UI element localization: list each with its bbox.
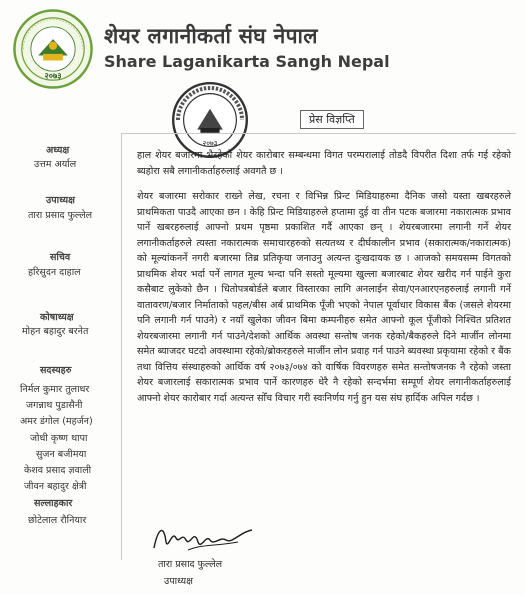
member-name: अमर डंगोल (महर्जन) bbox=[20, 416, 93, 427]
organization-logo bbox=[12, 8, 94, 90]
treasurer-name: मोहन बहादुर बरनेत bbox=[22, 326, 89, 337]
body-paragraph-main: शेयर बजारमा सरोकार राख्ने लेख, रचना र विभिन्न प्रिन्ट मिडियाहरुमा दैनिक जसो यस्ता खबरहरुले प्राथमिकता पाउदै आएका छन । केहि प्रिन्ट मिडियाहरुले हप्तामा दुई वा तीन पटक बजारमा नकारात्मक प्रभाव पार्ने खबरहरुलाई आफ्नो प्रथम पृष्ठमा प्रकाशित गर्दै आएका छन् । शेयरबजारमा लगानी गर्ने शेयर लगानीकर्ताहरुले त्यस्ता नकारात्मक समाचारहरुको सत्यतथ्य र दीर्घकालीन प्रभाव (सकारात्मक/नकारात्मक) को मूल्यांकनर्ने नगरी बजारमा तिब्र प्रतिकृया जनाउनु अत्यन्त दुःखदायक छ । आजको समयसम्म विगतको प्राथमिक शेयर भर्दा पर्ने लागत मूल्य भन्दा पनि सस्तो मूल्यमा खुल्ला बजारबाट शेयर खरीद गर्न पाईने कुरा कसैबाट लुकेको छैन । धितोपत्रबोर्डले बजार विस्तारका लागि अनलाईन सेवा/एनआरएनहरुलाई लगानी गर्ने वातावरण/बजार निर्माताको पहल/बीस अर्ब प्राथमिक पूँजी भएको नेपाल पूर्वाधार विकास बैंक (जसले शेयरमा पनि लगानी गर्न पाउने) र नयाँ खुलेका जीवन बिमा कम्पनीहरु समेत आफ्नो कूल पूँजीको निश्चित प्रतिशत शेयरबजारमा लगानी गर्न पाउने/देशको आर्थिक अवस्था सन्तोष जनक रहेको/बैकहरुले दिने मार्जीन लोनमा समेत ब्याजदर घटदो अवस्थामा रहेको/ब्रोकरहरुले मार्जीन लोन प्रवाह गर्न पाउने ब्यवस्था प्रकृयामा रहेको र बैंक तथा वित्तिय संस्थाहरुको आर्थिक वर्ष २०७३/०७४ को वार्षिक विवरणहरु समेत सन्तोषजनक नै रहेको जस्ता शेयर बजारलाई सकारात्मक प्रभाव पार्ने कारणहरु धेरै नै रहेको सन्दर्भमा सम्पूर्ण शेयर लगानीकर्ताहरुलाई आफ्नो शेयर कारोबार गर्दा अत्यन्त सोँच विचार गरी स्वःनिर्णय गर्नु हुन यस संघ हार्दिक अपिल गर्दछ । bbox=[137, 191, 511, 404]
header-divider bbox=[121, 133, 516, 134]
advisor-name: छोटेलाल रौनियार bbox=[28, 515, 87, 526]
member-name: केशव प्रसाद ज्ञवाली bbox=[24, 465, 92, 476]
press-release-title: प्रेस विज्ञप्ति bbox=[300, 110, 364, 129]
secretary-name: हरिसुदन दाहाल bbox=[28, 267, 81, 278]
vice-president-role: उपाध्यक्ष bbox=[46, 195, 75, 206]
organization-name-nepali: शेयर लगानीकर्ता संघ नेपाल bbox=[104, 24, 318, 48]
member-name: जगन्नाथ पुडासैनी bbox=[26, 400, 83, 411]
treasurer-role: कोषाध्यक्ष bbox=[40, 312, 74, 323]
sidebar-divider bbox=[121, 133, 122, 560]
body-paragraph-intro: हाल शेयर बजारमा भैरहेको शेयर कारोबार सम्बन्धमा विगत परम्परालाई तोडदै विपरीत दिशा तर्फ गई रहेको ब्यहोरा सबै लगानीकर्ताहरुलाई अवगतै छ । bbox=[137, 150, 511, 177]
member-name: सुजन बजीमया bbox=[36, 449, 87, 460]
advisor-role: सल्लाहकार bbox=[34, 498, 73, 509]
president-role: अध्यक्ष bbox=[46, 145, 70, 156]
secretary-role: सचिव bbox=[50, 252, 71, 263]
member-name: जोधी कृष्ण थापा bbox=[30, 433, 88, 444]
president-name: उत्तम अर्याल bbox=[34, 159, 77, 170]
organization-name-english: Share Laganikarta Sangh Nepal bbox=[104, 52, 390, 71]
member-name: निर्मल कुमार तुलाधर bbox=[20, 384, 90, 395]
signatory-name: तारा प्रसाद फुल्लेल bbox=[158, 559, 223, 570]
members-role: सदस्यहरु bbox=[40, 365, 72, 376]
seal-year: २०७३ bbox=[202, 138, 218, 148]
signatory-title: उपाध्यक्ष bbox=[164, 576, 193, 587]
handwritten-signature bbox=[148, 520, 258, 554]
member-name: जीवन बहादुर क्षेत्री bbox=[24, 481, 87, 492]
vice-president-name: तारा प्रसाद फुल्लेल bbox=[28, 210, 93, 221]
logo-year: २०७३ bbox=[44, 70, 62, 81]
